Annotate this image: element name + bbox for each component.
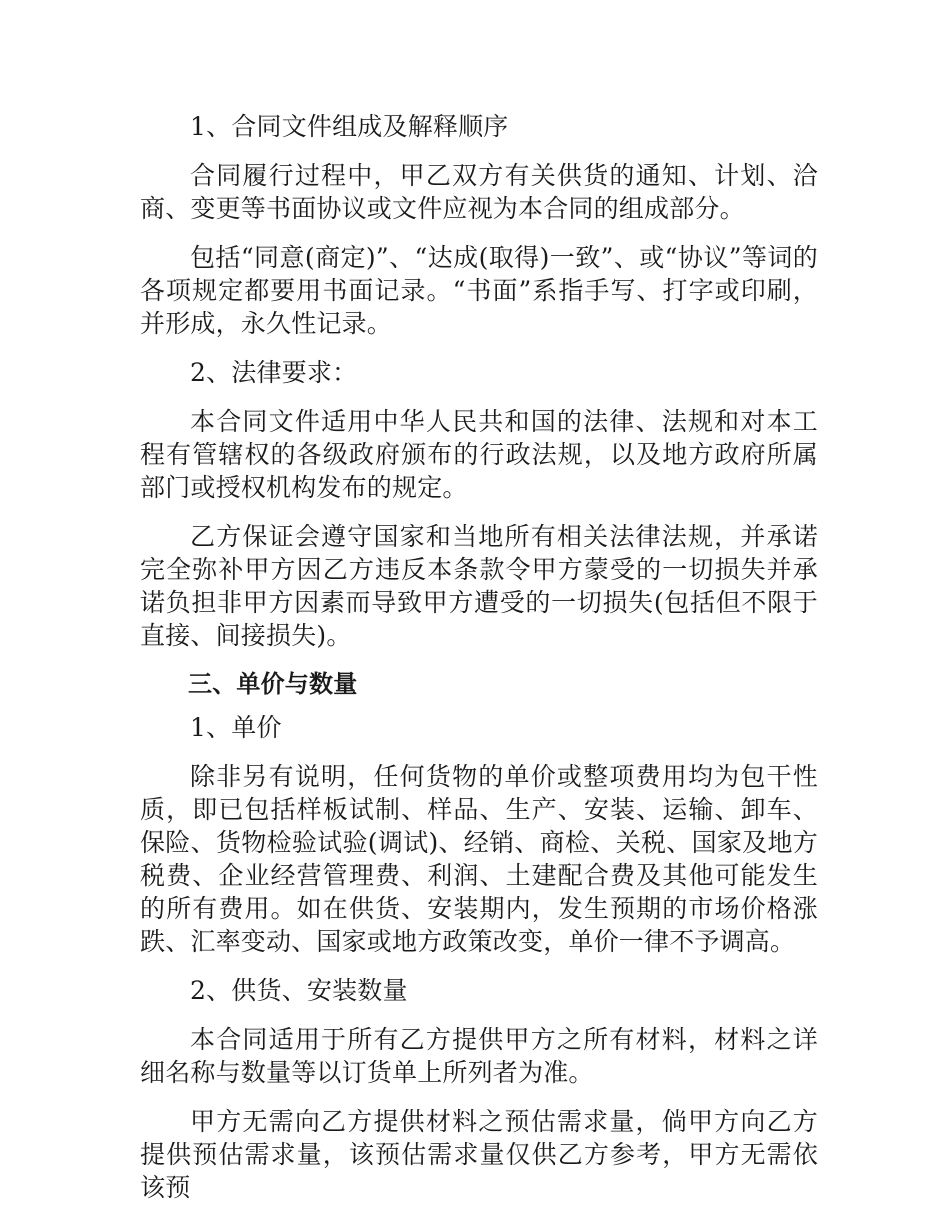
clause-1-title: 1、合同文件组成及解释顺序 [190,112,509,141]
section-3-heading: 三、单价与数量 [188,670,358,698]
clause-3-1-title: 1、单价 [190,713,282,742]
clause-1-para-2: 包括“同意(商定)”、“达成(取得)一致”、或“协议”等词的各项规定都要用书面记录。“书面”系指手写、打字或印刷，并形成，永久性记录。 [140,243,818,338]
clause-3-2-title: 2、供货、安装数量 [190,976,408,1005]
clause-3-1-para-1: 除非另有说明，任何货物的单价或整项费用均为包干性质，即已包括样板试制、样品、生产、安装、运输、卸车、保险、货物检验试验(调试)、经销、商检、关税、国家及地方税费、企业经营管理费、利润、土建配合费及其他可能发生的所有费用。如在供货、安装期内，发生预期的市场价格涨跌、汇率变动、国家或地方政策改变，单价一律不予调高。 [140,762,818,956]
clause-3-2-para-1: 本合同适用于所有乙方提供甲方之所有材料，材料之详细名称与数量等以订货单上所列者为准。 [140,1025,818,1087]
clause-2-title: 2、法律要求： [190,358,358,387]
document-body [140,110,818,1220]
clause-1-para-1: 合同履行过程中，甲乙双方有关供货的通知、计划、洽商、变更等书面协议或文件应视为本合同的组成部分。 [140,161,818,223]
clause-2-para-1: 本合同文件适用中华人民共和国的法律、法规和对本工程有管辖权的各级政府颁布的行政法规，以及地方政府所属部门或授权机构发布的规定。 [140,407,818,502]
clause-2-para-2: 乙方保证会遵守国家和当地所有相关法律法规，并承诺完全弥补甲方因乙方违反本条款令甲方蒙受的一切损失并承诺负担非甲方因素而导致甲方遭受的一切损失(包括但不限于直接、间接损失)。 [140,522,818,650]
clause-3-2-para-2: 甲方无需向乙方提供材料之预估需求量，倘甲方向乙方提供预估需求量，该预估需求量仅供乙方参考，甲方无需依该预 [140,1107,818,1202]
